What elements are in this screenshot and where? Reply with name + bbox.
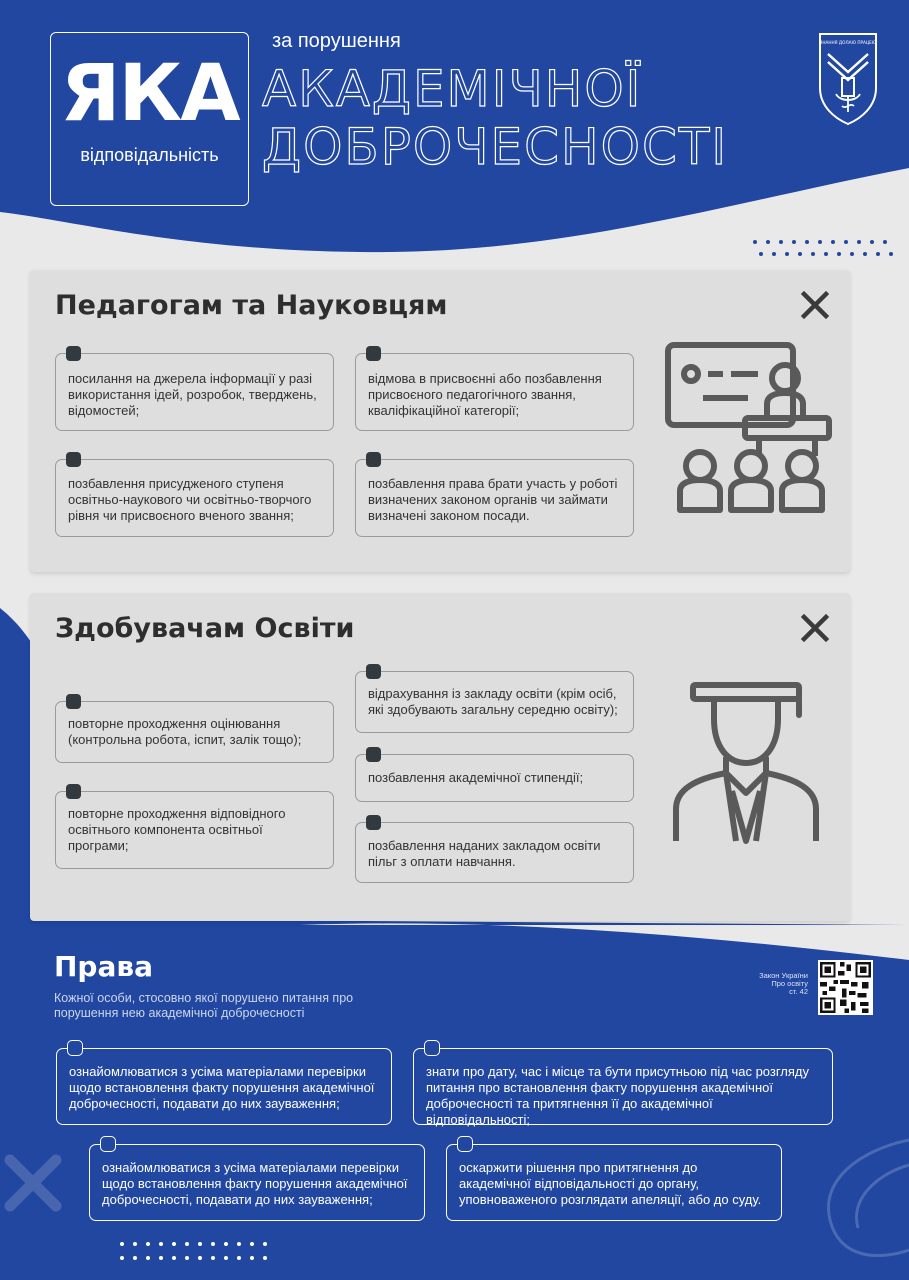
headline-line-2: ДОБРОЧЕСНОСТІ: [262, 118, 729, 176]
item-text: позбавлення академічної стипендії;: [368, 770, 584, 785]
za-porushennia-label: за порушення: [272, 30, 401, 52]
rights-item-1: [56, 1048, 392, 1125]
yaka-box: [50, 32, 249, 206]
emblem-motto: ЗНАННЯ ДОЛАЮ ПРАЦЕЮ: [819, 40, 877, 45]
item-text: знати про дату, час і місце та бути присутньою під час розгляду питання про встановлення факту порушення академічної доброчесності та притягнення її до академічної відповідальності;: [426, 1064, 810, 1127]
university-emblem-icon: [818, 32, 878, 126]
law-reference: [700, 972, 808, 996]
rights-item-4: [446, 1144, 782, 1221]
graduate-icon: [670, 681, 822, 845]
students-item-1: [55, 701, 334, 763]
bullet-icon: [366, 664, 381, 679]
rights-item-2: [413, 1048, 833, 1125]
decor-dots-3: [120, 1242, 267, 1246]
decor-dots-2: [759, 252, 893, 256]
teachers-item-4: [355, 459, 634, 537]
bullet-icon: [424, 1040, 440, 1056]
bullet-icon: [100, 1136, 116, 1152]
yaka-title: ЯКА: [60, 49, 239, 139]
rights-title: Права: [54, 950, 153, 983]
students-item-4: [355, 754, 634, 802]
item-text: оскаржити рішення про притягнення до академічної відповідальності до органу, уповноваженого розглядати апеляції, або до суду.: [459, 1160, 762, 1207]
item-text: позбавлення права брати участь у роботі визначених законом органів чи займати визначені законом посади.: [368, 476, 618, 523]
item-text: ознайомлюватися з усіма матеріалами перевірки щодо встановлення факту порушення академічної доброчесності, подавати до них зауваження;: [69, 1064, 375, 1111]
rights-subtitle: Кожної особи, стосовно якої порушено питання про порушення нею академічної доброчесності: [54, 991, 354, 1020]
bullet-icon: [366, 346, 381, 361]
item-text: позбавлення наданих закладом освіти пільг з оплати навчання.: [368, 838, 601, 869]
bullet-icon: [457, 1136, 473, 1152]
bullet-icon: [366, 815, 381, 830]
item-text: посилання на джерела інформації у разі використання ідей, розробок, тверджень, відомостей;: [68, 371, 317, 418]
bullet-icon: [66, 346, 81, 361]
law-ref-line-2: Про освіту: [771, 979, 808, 988]
item-text: позбавлення присудженого ступеня освітньо-наукового чи освітньо-творчого рівня чи присвоєного вченого звання;: [68, 476, 312, 523]
bullet-icon: [366, 452, 381, 467]
students-item-3: [355, 671, 634, 733]
students-panel: [30, 593, 850, 921]
bullet-icon: [366, 747, 381, 762]
law-ref-line-1: Закон України: [759, 971, 808, 980]
item-text: відрахування із закладу освіти (крім осіб, які здобувають загальну середню освіту);: [368, 686, 618, 717]
teachers-item-2: [355, 353, 634, 431]
decor-dots-1: [753, 240, 887, 244]
students-item-2: [55, 791, 334, 869]
item-text: повторне проходження оцінювання (контрольна робота, іспит, залік тощо);: [68, 716, 302, 747]
close-x-icon: [800, 613, 830, 643]
teachers-panel: [30, 270, 850, 572]
decor-x-icon: [2, 1152, 64, 1214]
yaka-subtitle: відповідальність: [80, 145, 219, 165]
qr-code-icon[interactable]: [818, 960, 873, 1015]
bullet-icon: [66, 452, 81, 467]
rights-item-3: [89, 1144, 425, 1221]
headline-line-1: АКАДЕМІЧНОЇ: [262, 60, 643, 118]
item-text: ознайомлюватися з усіма матеріалами перевірки щодо встановлення факту порушення академічної доброчесності, подавати до них зауваження;: [102, 1160, 408, 1207]
students-item-5: [355, 822, 634, 883]
bullet-icon: [67, 1040, 83, 1056]
item-text: відмова в присвоєнні або позбавлення присвоєного педагогічного звання, кваліфікаційної категорії;: [368, 371, 602, 418]
close-x-icon: [800, 290, 830, 320]
teachers-item-1: [55, 353, 334, 431]
law-ref-line-3: ст. 42: [789, 987, 808, 996]
item-text: повторне проходження відповідного освітнього компонента освітньої програми;: [68, 806, 286, 853]
teachers-title: Педагогам та Науковцям: [55, 290, 448, 321]
bullet-icon: [66, 784, 81, 799]
bullet-icon: [66, 694, 81, 709]
teacher-classroom-icon: [663, 338, 833, 513]
teachers-item-3: [55, 459, 334, 537]
decor-dots-4: [120, 1256, 267, 1260]
students-title: Здобувачам Освіти: [55, 613, 355, 644]
